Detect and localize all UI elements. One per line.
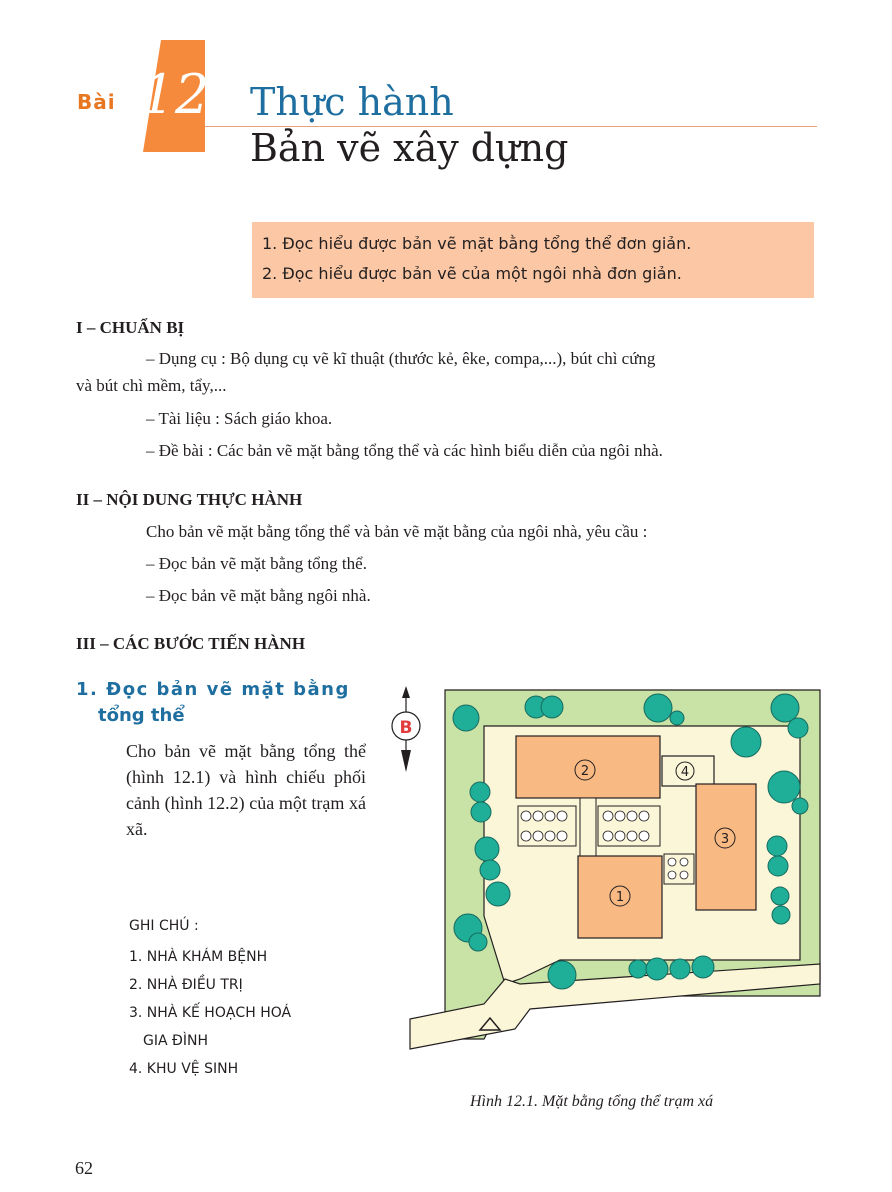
notes-title: GHI CHÚ :: [129, 918, 199, 934]
section-heading-steps: III – CÁC BƯỚC TIẾN HÀNH: [76, 634, 306, 653]
paragraph-line: – Tài liệu : Sách giáo khoa.: [146, 409, 333, 428]
north-label: B: [399, 718, 413, 738]
objective-item: 2. Đọc hiểu được bản vẽ của một ngôi nhà đơn giản.: [262, 264, 682, 283]
note-item: 1. NHÀ KHÁM BỆNH: [129, 949, 268, 965]
step-heading-line: 1. Đọc bản vẽ mặt bằng: [76, 679, 350, 700]
paragraph-line: – Dụng cụ : Bộ dụng cụ vẽ kĩ thuật (thước kẻ, êke, compa,...), bút chì cứng: [146, 349, 656, 368]
step-heading: [76, 677, 366, 729]
step-heading-line: tổng thể: [98, 705, 185, 726]
lesson-number: 12: [140, 63, 210, 126]
building-label-2: 2: [580, 764, 590, 779]
note-item: 3. NHÀ KẾ HOẠCH HOÁ: [129, 1005, 292, 1021]
objective-item: 1. Đọc hiểu được bản vẽ mặt bằng tổng thể đơn giản.: [262, 234, 692, 253]
page-title: Thực hành: [250, 80, 454, 124]
building-label-3: 3: [720, 832, 730, 847]
lesson-label: Bài: [77, 90, 116, 114]
building-3: [696, 784, 756, 910]
section-heading-content: II – NỘI DUNG THỰC HÀNH: [76, 490, 303, 509]
paragraph-line: – Đọc bản vẽ mặt bằng ngôi nhà.: [146, 586, 371, 605]
north-compass: [392, 686, 420, 772]
building-label-1: 1: [615, 890, 625, 905]
corridor: [580, 798, 596, 858]
flower-bed: [664, 854, 694, 884]
note-item: GIA ĐÌNH: [143, 1033, 208, 1049]
building-label-4: 4: [680, 765, 690, 780]
page-subtitle: Bản vẽ xây dựng: [250, 126, 569, 170]
site-plan-figure: [380, 684, 830, 1084]
paragraph-line: và bút chì mềm, tẩy,...: [76, 376, 227, 395]
paragraph-line: – Đề bài : Các bản vẽ mặt bằng tổng thể và các hình biểu diễn của ngôi nhà.: [146, 441, 663, 460]
paragraph-line: Cho bản vẽ mặt bằng tổng thể và bản vẽ mặt bằng của ngôi nhà, yêu cầu :: [146, 522, 648, 541]
step-body: Cho bản vẽ mặt bằng tổng thể (hình 12.1) và hình chiếu phối cảnh (hình 12.2) của một trạm xá xã.: [126, 741, 366, 839]
paragraph-line: – Đọc bản vẽ mặt bằng tổng thể.: [146, 554, 367, 573]
note-item: 2. NHÀ ĐIỀU TRỊ: [129, 977, 243, 993]
page-number: 62: [75, 1158, 93, 1178]
note-item: 4. KHU VỆ SINH: [129, 1061, 239, 1077]
section-heading-prepare: I – CHUẨN BỊ: [76, 318, 185, 337]
figure-caption: Hình 12.1. Mặt bằng tổng thể trạm xá: [470, 1093, 714, 1110]
